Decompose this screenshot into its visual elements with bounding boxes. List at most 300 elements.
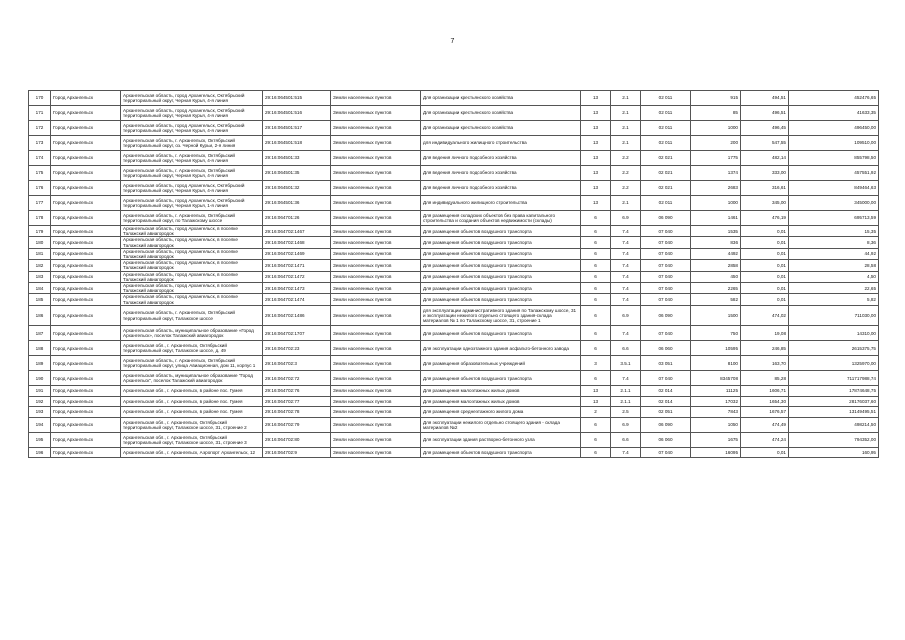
specific-value-cell: 496,51 — [741, 106, 789, 121]
table-row — [29, 91, 879, 106]
group-number-cell: 13 — [581, 151, 611, 166]
subgroup-number-cell: 2.1 — [611, 196, 641, 211]
use-code-cell: 06 060 — [641, 341, 691, 356]
cadastral-value-cell: 8,36 — [789, 237, 879, 248]
address-cell: Архангельская область, муниципальное образование «Город Архангельск», поселок Талажский авиагородок — [121, 326, 263, 341]
cadastral-value-cell: 457551,92 — [789, 166, 879, 181]
address-cell: Архангельская область, муниципальное образование "Город Архангельск", поселок Талажский авиагородок — [121, 371, 263, 386]
use-code-cell: 07 040 — [641, 226, 691, 237]
row-number-cell: 178 — [29, 211, 51, 226]
subgroup-number-cell: 2.2 — [611, 181, 641, 196]
municipality-cell: Город Архангельск — [51, 341, 121, 356]
land-category-cell: Земли населенных пунктов — [331, 136, 421, 151]
group-number-cell: 6 — [581, 294, 611, 305]
row-number-cell: 186 — [29, 305, 51, 326]
row-number-cell: 179 — [29, 226, 51, 237]
land-category-cell: Земли населенных пунктов — [331, 226, 421, 237]
table-row — [29, 166, 879, 181]
table-row — [29, 294, 879, 305]
specific-value-cell: 0,01 — [741, 283, 789, 294]
cadastral-value-cell: 794352,00 — [789, 432, 879, 447]
address-cell: Архангельская область, город Архангельск, в поселке Талажский авиагородок — [121, 283, 263, 294]
address-cell: Архангельская область, город Архангельск, в поселке Талажский авиагородок — [121, 294, 263, 305]
cadastral-number-cell: 29:16:064702:1707 — [263, 326, 331, 341]
permitted-use-cell: Для размещения среднеэтажного жилого дома — [421, 407, 581, 418]
address-cell: Архангельская область, город Архангельск, в поселке Талажский авиагородок — [121, 226, 263, 237]
area-cell: 1535 — [691, 226, 741, 237]
cadastral-value-cell: 22,65 — [789, 283, 879, 294]
cadastral-number-cell: 29:16:064702:1469 — [263, 248, 331, 259]
area-cell: 17032 — [691, 396, 741, 407]
permitted-use-cell: Для размещения объектов воздушного транспорта — [421, 237, 581, 248]
cadastral-number-cell: 29:16:064702:79 — [263, 417, 331, 432]
table-row — [29, 151, 879, 166]
use-code-cell: 07 040 — [641, 271, 691, 282]
cadastral-number-cell: 29:16:064702:80 — [263, 432, 331, 447]
row-number-cell: 194 — [29, 417, 51, 432]
group-number-cell: 6 — [581, 237, 611, 248]
specific-value-cell: 476,19 — [741, 211, 789, 226]
specific-value-cell: 85,28 — [741, 371, 789, 386]
municipality-cell: Город Архангельск — [51, 136, 121, 151]
specific-value-cell: 345,00 — [741, 196, 789, 211]
land-category-cell: Земли населенных пунктов — [331, 106, 421, 121]
area-cell: 16095 — [691, 447, 741, 458]
address-cell: Архангельская обл., г. Архангельск, в районе пос. Гумея — [121, 396, 263, 407]
area-cell: 8345708 — [691, 371, 741, 386]
area-cell: 1675 — [691, 432, 741, 447]
municipality-cell: Город Архангельск — [51, 166, 121, 181]
permitted-use-cell: Для размещения малоэтажных жилых домов — [421, 386, 581, 397]
subgroup-number-cell: 7.4 — [611, 283, 641, 294]
cadastral-value-cell: 160,95 — [789, 447, 879, 458]
cadastral-value-cell: 711030,00 — [789, 305, 879, 326]
cadastral-number-cell: 29:16:064702:1473 — [263, 283, 331, 294]
permitted-use-cell: Для размещения малоэтажных жилых домов — [421, 396, 581, 407]
area-cell: 10595 — [691, 341, 741, 356]
specific-value-cell: 0,01 — [741, 226, 789, 237]
permitted-use-cell: Для размещения объектов воздушного транспорта — [421, 248, 581, 259]
table-row — [29, 260, 879, 271]
row-number-cell: 171 — [29, 106, 51, 121]
use-code-cell: 02 051 — [641, 407, 691, 418]
address-cell: Архангельская область, г. Архангельск, Октябрьский территориальный округ, Черная Курья, 4-я линия — [121, 151, 263, 166]
page-number: 7 — [450, 38, 455, 45]
specific-value-cell: 0,01 — [741, 447, 789, 458]
row-number-cell: 170 — [29, 91, 51, 106]
group-number-cell: 13 — [581, 196, 611, 211]
cadastral-number-cell: 29:16:064702:72 — [263, 371, 331, 386]
table-row — [29, 447, 879, 458]
group-number-cell: 13 — [581, 121, 611, 136]
land-category-cell: Земли населенных пунктов — [331, 181, 421, 196]
group-number-cell: 13 — [581, 166, 611, 181]
permitted-use-cell: Для размещения объектов воздушного транспорта — [421, 326, 581, 341]
specific-value-cell: 0,01 — [741, 248, 789, 259]
cadastral-value-cell: 109510,00 — [789, 136, 879, 151]
land-category-cell: Земли населенных пунктов — [331, 447, 421, 458]
address-cell: Архангельская область, г. Архангельск, Октябрьский территориальный округ, улица Авиационная, дом 11, корпус 1 — [121, 356, 263, 371]
cadastral-number-cell: 29:16:064702:77 — [263, 396, 331, 407]
row-number-cell: 185 — [29, 294, 51, 305]
cadastral-number-cell: 29:16:064702:1472 — [263, 271, 331, 282]
cadastral-number-cell: 29:16:064702:76 — [263, 386, 331, 397]
use-code-cell: 07 040 — [641, 294, 691, 305]
address-cell: Архангельская область, г. Архангельск, Октябрьский территориальный округ, Черная Курья, 4-я линия — [121, 166, 263, 181]
cadastral-value-cell: 2615375,75 — [789, 341, 879, 356]
table-row — [29, 237, 879, 248]
address-cell: Архангельская обл., г. Архангельск, Октябрьский территориальный округ, Талажское шоссе, 31, строение 3 — [121, 432, 263, 447]
group-number-cell: 6 — [581, 260, 611, 271]
municipality-cell: Город Архангельск — [51, 407, 121, 418]
specific-value-cell: 163,70 — [741, 356, 789, 371]
subgroup-number-cell: 7.4 — [611, 226, 641, 237]
row-number-cell: 191 — [29, 386, 51, 397]
table-row — [29, 106, 879, 121]
subgroup-number-cell: 2.2 — [611, 151, 641, 166]
cadastral-value-cell: 711717988,74 — [789, 371, 879, 386]
use-code-cell: 02 021 — [641, 151, 691, 166]
land-category-cell: Земли населенных пунктов — [331, 305, 421, 326]
subgroup-number-cell: 3.5.1 — [611, 356, 641, 371]
municipality-cell: Город Архангельск — [51, 226, 121, 237]
cadastral-value-cell: 345000,00 — [789, 196, 879, 211]
area-cell: 1050 — [691, 417, 741, 432]
address-cell: Архангельская область, город Архангельск, Октябрьский территориальный округ, Черная Курья, 4-я линия — [121, 106, 263, 121]
municipality-cell: Город Архангельск — [51, 106, 121, 121]
table-row — [29, 305, 879, 326]
row-number-cell: 173 — [29, 136, 51, 151]
table-row — [29, 196, 879, 211]
land-category-cell: Земли населенных пунктов — [331, 356, 421, 371]
cadastral-number-cell: 29:16:064702:9 — [263, 447, 331, 458]
row-number-cell: 184 — [29, 283, 51, 294]
cadastral-number-cell: 29:16:064501:36 — [263, 196, 331, 211]
cadastral-value-cell: 41633,35 — [789, 106, 879, 121]
permitted-use-cell: для индивидуального жилищного строительства — [421, 136, 581, 151]
use-code-cell: 07 040 — [641, 447, 691, 458]
row-number-cell: 187 — [29, 326, 51, 341]
land-category-cell: Земли населенных пунктов — [331, 326, 421, 341]
subgroup-number-cell: 2.1 — [611, 136, 641, 151]
table-row — [29, 121, 879, 136]
use-code-cell: 02 021 — [641, 181, 691, 196]
municipality-cell: Город Архангельск — [51, 248, 121, 259]
use-code-cell: 02 011 — [641, 91, 691, 106]
cadastral-value-cell: 5,82 — [789, 294, 879, 305]
specific-value-cell: 474,24 — [741, 432, 789, 447]
use-code-cell: 07 040 — [641, 326, 691, 341]
subgroup-number-cell: 7.4 — [611, 326, 641, 341]
specific-value-cell: 1606,71 — [741, 386, 789, 397]
row-number-cell: 182 — [29, 260, 51, 271]
subgroup-number-cell: 6.9 — [611, 417, 641, 432]
land-category-cell: Земли населенных пунктов — [331, 151, 421, 166]
cadastral-value-cell: 28,58 — [789, 260, 879, 271]
land-category-cell: Земли населенных пунктов — [331, 417, 421, 432]
cadastral-number-cell: 29:16:064501:517 — [263, 121, 331, 136]
specific-value-cell: 0,01 — [741, 260, 789, 271]
cadastral-value-cell: 13149495,51 — [789, 407, 879, 418]
area-cell: 1000 — [691, 121, 741, 136]
cadastral-number-cell: 29:16:064702:1467 — [263, 226, 331, 237]
table-body — [29, 91, 879, 458]
specific-value-cell: 0,01 — [741, 237, 789, 248]
permitted-use-cell: Для размещения объектов воздушного транспорта — [421, 226, 581, 237]
permitted-use-cell: Для размещения объектов воздушного транспорта — [421, 371, 581, 386]
area-cell: 1374 — [691, 166, 741, 181]
land-category-cell: Земли населенных пунктов — [331, 91, 421, 106]
subgroup-number-cell: 7.4 — [611, 237, 641, 248]
use-code-cell: 06 090 — [641, 305, 691, 326]
address-cell: Архангельская область, город Архангельск, Октябрьский территориальный округ, Черная Курья, 1-я линия — [121, 196, 263, 211]
use-code-cell: 02 014 — [641, 396, 691, 407]
group-number-cell: 6 — [581, 341, 611, 356]
municipality-cell: Город Архангельск — [51, 283, 121, 294]
area-cell: 450 — [691, 271, 741, 282]
table-row — [29, 356, 879, 371]
cadastral-value-cell: 15,35 — [789, 226, 879, 237]
cadastral-number-cell: 29:16:064702:23 — [263, 341, 331, 356]
area-cell: 2858 — [691, 260, 741, 271]
cadastral-value-cell: 855798,50 — [789, 151, 879, 166]
subgroup-number-cell: 7.4 — [611, 271, 641, 282]
municipality-cell: Город Архангельск — [51, 271, 121, 282]
area-cell: 1461 — [691, 211, 741, 226]
group-number-cell: 6 — [581, 305, 611, 326]
table-row — [29, 396, 879, 407]
land-category-cell: Земли населенных пунктов — [331, 121, 421, 136]
municipality-cell: Город Архангельск — [51, 91, 121, 106]
area-cell: 2683 — [691, 181, 741, 196]
area-cell: 836 — [691, 237, 741, 248]
area-cell: 7843 — [691, 407, 741, 418]
land-category-cell: Земли населенных пунктов — [331, 294, 421, 305]
cadastral-value-cell: 498214,50 — [789, 417, 879, 432]
cadastral-number-cell: 29:16:064702:1486 — [263, 305, 331, 326]
area-cell: 200 — [691, 136, 741, 151]
municipality-cell: Город Архангельск — [51, 196, 121, 211]
area-cell: 85 — [691, 106, 741, 121]
land-category-cell: Земли населенных пунктов — [331, 432, 421, 447]
subgroup-number-cell: 2.1.1 — [611, 396, 641, 407]
use-code-cell: 02 014 — [641, 386, 691, 397]
subgroup-number-cell: 6.9 — [611, 305, 641, 326]
specific-value-cell: 246,85 — [741, 341, 789, 356]
address-cell: Архангельская область, город Архангельск, Октябрьский территориальный округ, Черная Курья, 4-я линия — [121, 121, 263, 136]
cadastral-value-cell: 1325970,00 — [789, 356, 879, 371]
row-number-cell: 183 — [29, 271, 51, 282]
permitted-use-cell: Для организации крестьянского хозяйства — [421, 106, 581, 121]
row-number-cell: 175 — [29, 166, 51, 181]
specific-value-cell: 0,01 — [741, 294, 789, 305]
row-number-cell: 174 — [29, 151, 51, 166]
address-cell: Архангельская область, город Архангельск, в поселке Талажский авиагородок — [121, 237, 263, 248]
cadastral-number-cell: 29:16:064501:32 — [263, 181, 331, 196]
row-number-cell: 192 — [29, 396, 51, 407]
subgroup-number-cell: 6.6 — [611, 341, 641, 356]
municipality-cell: Город Архангельск — [51, 305, 121, 326]
group-number-cell: 6 — [581, 447, 611, 458]
land-category-cell: Земли населенных пунктов — [331, 407, 421, 418]
address-cell: Архангельская область, город Архангельск, Октябрьский территориальный округ, Черная Курья, 4-я линия — [121, 91, 263, 106]
table-row — [29, 326, 879, 341]
cadastral-value-cell: 452476,65 — [789, 91, 879, 106]
cadastral-value-cell: 695713,59 — [789, 211, 879, 226]
use-code-cell: 07 040 — [641, 371, 691, 386]
use-code-cell: 02 021 — [641, 166, 691, 181]
land-category-cell: Земли населенных пунктов — [331, 196, 421, 211]
subgroup-number-cell: 2.2 — [611, 166, 641, 181]
land-category-cell: Земли населенных пунктов — [331, 260, 421, 271]
group-number-cell: 13 — [581, 386, 611, 397]
address-cell: Архангельская область, г. Архангельск, Октябрьский территориальный округ, оз. Черной Курьи, 2-я линия — [121, 136, 263, 151]
address-cell: Архангельская область, г. Архангельск, Октябрьский территориальный округ, по Талажскому шоссе — [121, 211, 263, 226]
table-row — [29, 248, 879, 259]
municipality-cell: Город Архангельск — [51, 432, 121, 447]
cadastral-number-cell: 29:16:064702:1468 — [263, 237, 331, 248]
use-code-cell: 06 060 — [641, 432, 691, 447]
specific-value-cell: 474,02 — [741, 305, 789, 326]
cadastral-value-cell: 14310,00 — [789, 326, 879, 341]
group-number-cell: 6 — [581, 226, 611, 237]
group-number-cell: 6 — [581, 248, 611, 259]
cadastral-number-cell: 29:16:064702:3 — [263, 356, 331, 371]
area-cell: 4492 — [691, 248, 741, 259]
row-number-cell: 181 — [29, 248, 51, 259]
area-cell: 582 — [691, 294, 741, 305]
specific-value-cell: 496,45 — [741, 121, 789, 136]
land-category-cell: Земли населенных пунктов — [331, 211, 421, 226]
use-code-cell: 03 051 — [641, 356, 691, 371]
use-code-cell: 06 090 — [641, 211, 691, 226]
address-cell: Архангельская обл., г. Архангельск, в районе пос. Гумея — [121, 407, 263, 418]
specific-value-cell: 1654,30 — [741, 396, 789, 407]
group-number-cell: 2 — [581, 407, 611, 418]
land-category-cell: Земли населенных пунктов — [331, 341, 421, 356]
table-row — [29, 283, 879, 294]
area-cell: 915 — [691, 91, 741, 106]
group-number-cell: 13 — [581, 396, 611, 407]
group-number-cell: 6 — [581, 271, 611, 282]
group-number-cell: 13 — [581, 91, 611, 106]
subgroup-number-cell: 2.5 — [611, 407, 641, 418]
subgroup-number-cell: 7.4 — [611, 447, 641, 458]
group-number-cell: 6 — [581, 417, 611, 432]
subgroup-number-cell: 7.4 — [611, 248, 641, 259]
specific-value-cell: 333,00 — [741, 166, 789, 181]
row-number-cell: 190 — [29, 371, 51, 386]
use-code-cell: 07 040 — [641, 237, 691, 248]
use-code-cell: 06 090 — [641, 417, 691, 432]
use-code-cell: 02 011 — [641, 136, 691, 151]
subgroup-number-cell: 7.4 — [611, 294, 641, 305]
permitted-use-cell: для эксплуатации административного здания по Талажскому шоссе, 31 и эксплуатации нежилого отдельно стоящего здания-склада материалов № 1 по Талажскому шоссе, 31, строение 1 — [421, 305, 581, 326]
permitted-use-cell: Для организации крестьянского хозяйства — [421, 121, 581, 136]
table-row — [29, 211, 879, 226]
table-row — [29, 271, 879, 282]
specific-value-cell: 1676,57 — [741, 407, 789, 418]
cadastral-number-cell: 29:16:064701:26 — [263, 211, 331, 226]
permitted-use-cell: Для размещения объектов воздушного транспорта — [421, 271, 581, 282]
table-row — [29, 407, 879, 418]
group-number-cell: 3 — [581, 356, 611, 371]
cadastral-number-cell: 29:16:064501:515 — [263, 91, 331, 106]
group-number-cell: 6 — [581, 283, 611, 294]
area-cell: 1500 — [691, 305, 741, 326]
cadastral-value-cell: 4,50 — [789, 271, 879, 282]
table-row — [29, 417, 879, 432]
land-category-cell: Земли населенных пунктов — [331, 283, 421, 294]
use-code-cell: 07 040 — [641, 248, 691, 259]
land-category-cell: Земли населенных пунктов — [331, 166, 421, 181]
permitted-use-cell: Для эксплуатации здания растворно-бетонного узла — [421, 432, 581, 447]
permitted-use-cell: Для размещения объектов воздушного транспорта — [421, 294, 581, 305]
address-cell: Архангельская область, город Архангельск, в поселке Талажский авиагородок — [121, 271, 263, 282]
use-code-cell: 07 040 — [641, 260, 691, 271]
row-number-cell: 188 — [29, 341, 51, 356]
permitted-use-cell: Для эксплуатации нежилого отдельно стоящего здания - склада материалов №2 — [421, 417, 581, 432]
subgroup-number-cell: 6.6 — [611, 432, 641, 447]
specific-value-cell: 474,49 — [741, 417, 789, 432]
row-number-cell: 195 — [29, 432, 51, 447]
area-cell: 1775 — [691, 151, 741, 166]
group-number-cell: 6 — [581, 326, 611, 341]
permitted-use-cell: Для индивидуального жилищного строительства — [421, 196, 581, 211]
municipality-cell: Город Архангельск — [51, 237, 121, 248]
area-cell: 11125 — [691, 386, 741, 397]
use-code-cell: 02 011 — [641, 106, 691, 121]
specific-value-cell: 482,14 — [741, 151, 789, 166]
municipality-cell: Город Архангельск — [51, 447, 121, 458]
cadastral-value-cell: 28176037,60 — [789, 396, 879, 407]
cadastral-number-cell: 29:16:064702:1471 — [263, 260, 331, 271]
cadastral-number-cell: 29:16:064501:518 — [263, 136, 331, 151]
area-cell: 8100 — [691, 356, 741, 371]
table-row — [29, 226, 879, 237]
municipality-cell: Город Архангельск — [51, 294, 121, 305]
municipality-cell: Город Архангельск — [51, 260, 121, 271]
table-row — [29, 371, 879, 386]
area-cell: 1000 — [691, 196, 741, 211]
group-number-cell: 13 — [581, 181, 611, 196]
specific-value-cell: 0,01 — [741, 271, 789, 282]
subgroup-number-cell: 6.9 — [611, 211, 641, 226]
subgroup-number-cell: 7.4 — [611, 260, 641, 271]
address-cell: Архангельская обл., г. Архангельск, Октябрьский территориальный округ, Талажское шоссе, 31, строение 2 — [121, 417, 263, 432]
cadastral-number-cell: 29:16:064501:33 — [263, 151, 331, 166]
area-cell: 750 — [691, 326, 741, 341]
cadastral-number-cell: 29:16:064702:1474 — [263, 294, 331, 305]
row-number-cell: 193 — [29, 407, 51, 418]
specific-value-cell: 19,08 — [741, 326, 789, 341]
permitted-use-cell: Для размещения образовательных учреждений — [421, 356, 581, 371]
subgroup-number-cell: 2.1 — [611, 121, 641, 136]
specific-value-cell: 547,55 — [741, 136, 789, 151]
table-row — [29, 432, 879, 447]
permitted-use-cell: Для организации крестьянского хозяйства — [421, 91, 581, 106]
municipality-cell: Город Архангельск — [51, 371, 121, 386]
use-code-cell: 02 011 — [641, 196, 691, 211]
land-category-cell: Земли населенных пунктов — [331, 396, 421, 407]
row-number-cell: 176 — [29, 181, 51, 196]
cadastral-value-cell: 17874648,75 — [789, 386, 879, 397]
cadastral-number-cell: 29:16:064501:516 — [263, 106, 331, 121]
land-category-cell: Земли населенных пунктов — [331, 371, 421, 386]
table-row — [29, 386, 879, 397]
table-row — [29, 181, 879, 196]
address-cell: Архангельская область, г. Архангельск, Октябрьский территориальный округ, Талажское шоссе — [121, 305, 263, 326]
